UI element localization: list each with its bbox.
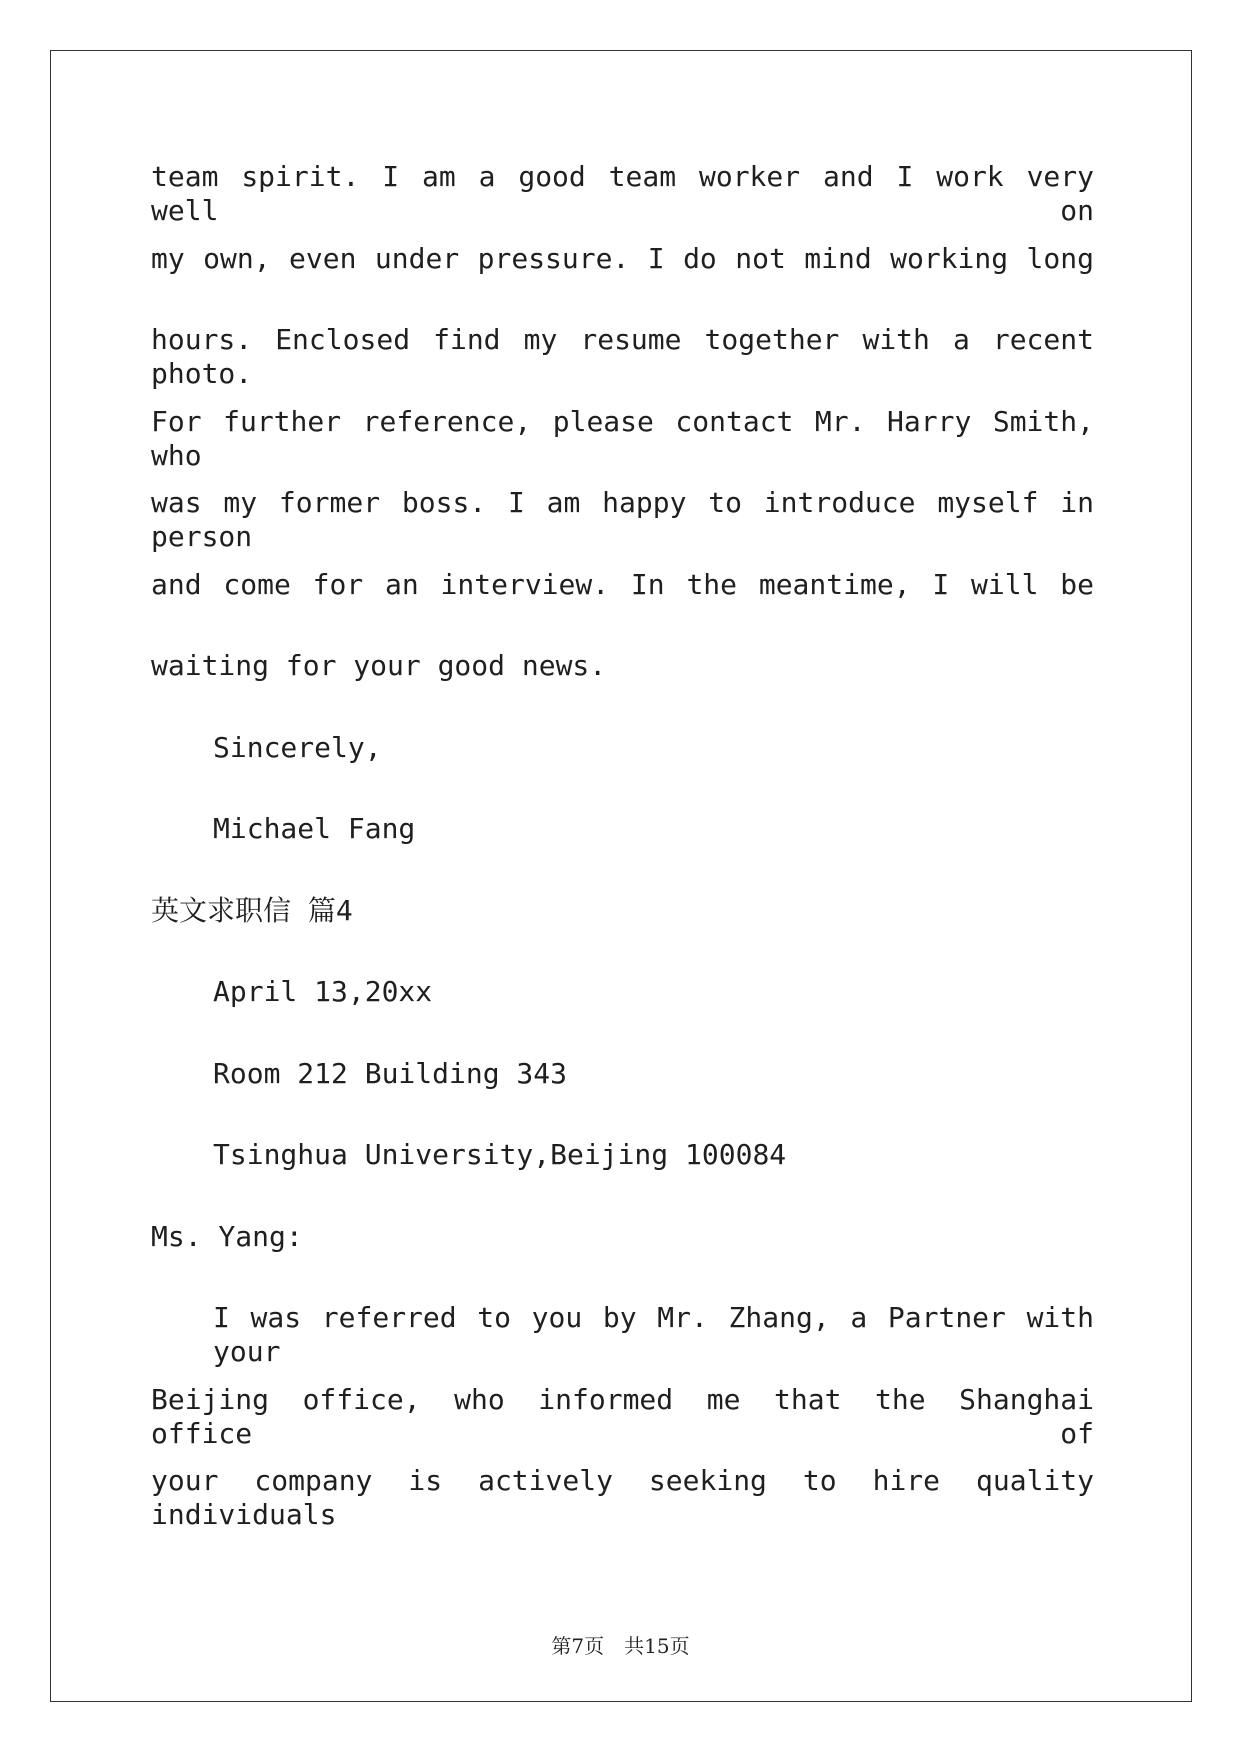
body-line: was my former boss. I am happy to introduce myself in person	[151, 486, 1094, 553]
address-line: Room 212 Building 343	[213, 1056, 568, 1090]
letter-date: April 13,20xx	[213, 975, 433, 1008]
letter-line: I was referred to you by Mr. Zhang, a Partner with your	[213, 1301, 1094, 1368]
salutation: Ms. Yang:	[151, 1219, 303, 1253]
closing: Sincerely,	[213, 730, 382, 764]
body-line: my own, even under pressure. I do not mind working long	[151, 241, 1094, 275]
body-line: team spirit. I am a good team worker and I work very well on	[151, 160, 1094, 227]
address-line: Tsinghua University,Beijing 100084	[213, 1138, 787, 1171]
letter-line: Beijing office, who informed me that the Shanghai office of	[151, 1382, 1094, 1450]
body-line: hours. Enclosed find my resume together with a recent photo.	[151, 323, 1094, 390]
section-heading: 英文求职信 篇4	[151, 893, 353, 927]
signature: Michael Fang	[213, 812, 416, 845]
document-body	[151, 160, 1094, 1546]
body-line: and come for an interview. In the meantime, I will be	[151, 567, 1094, 601]
page-number-footer: 第7页 共15页	[551, 1634, 690, 1658]
body-line: waiting for your good news.	[151, 649, 607, 682]
letter-line: your company is actively seeking to hire quality individuals	[151, 1464, 1094, 1531]
body-line: For further reference, please contact Mr. Harry Smith, who	[151, 404, 1094, 472]
